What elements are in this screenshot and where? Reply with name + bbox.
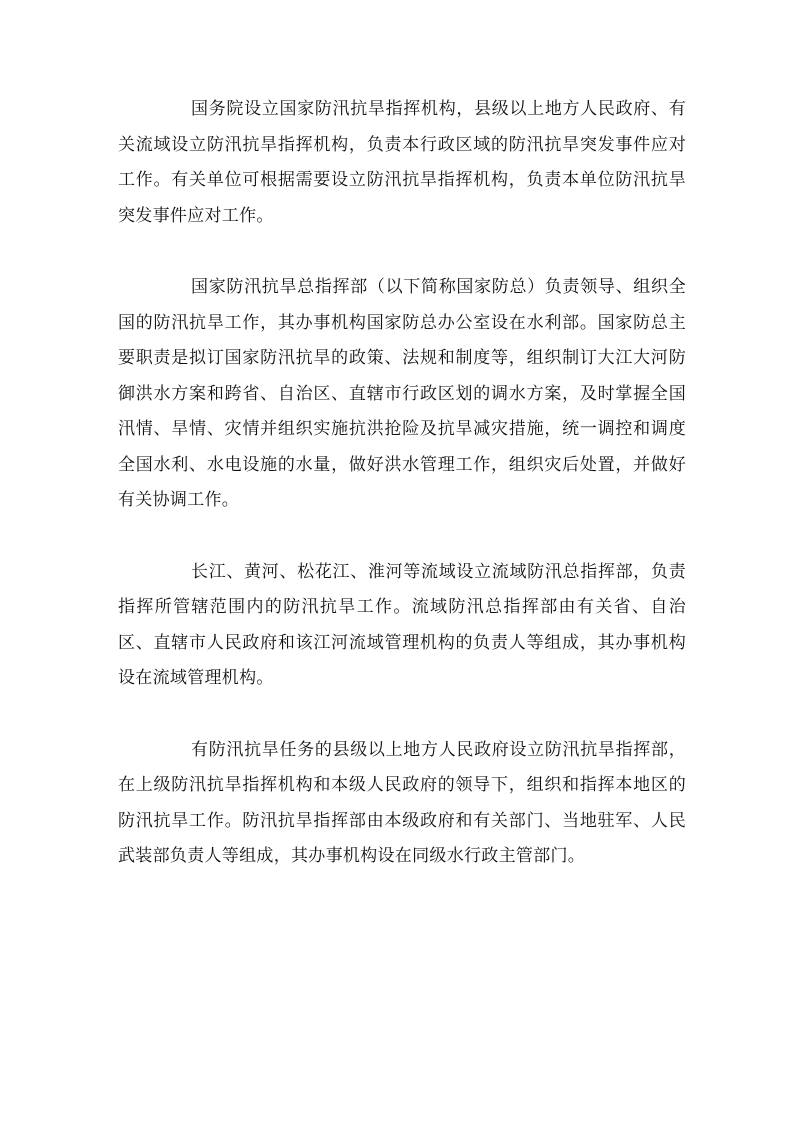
paragraph-river-basin-headquarters: 长江、黄河、松花江、淮河等流域设立流域防汛总指挥部，负责指挥所管辖范围内的防汛抗旱工作。流域防汛总指挥部由有关省、自治区、直辖市人民政府和该江河流域管理机构的负责人等组成，其办事机构设在流域管理机构。 bbox=[118, 561, 686, 688]
paragraph-national-headquarters: 国家防汛抗旱总指挥部（以下简称国家防总）负责领导、组织全国的防汛抗旱工作，其办事机构国家防总办公室设在水利部。国家防总主要职责是拟订国家防汛抗旱的政策、法规和制度等，组织制订大江大河防御洪水方案和跨省、自治区、直辖市行政区划的调水方案，及时掌握全国汛情、旱情、灾情并组织实施抗洪抢险及抗旱减灾措施，统一调控和调度全国水利、水电设施的水量，做好洪水管理工作，组织灾后处置，并做好有关协调工作。 bbox=[118, 277, 686, 510]
paragraph-national-agency: 国务院设立国家防汛抗旱指挥机构，县级以上地方人民政府、有关流域设立防汛抗旱指挥机构，负责本行政区域的防汛抗旱突发事件应对工作。有关单位可根据需要设立防汛抗旱指挥机构，负责本单位防汛抗旱突发事件应对工作。 bbox=[118, 99, 686, 226]
document-body bbox=[118, 92, 686, 875]
paragraph-local-headquarters: 有防汛抗旱任务的县级以上地方人民政府设立防汛抗旱指挥部，在上级防汛抗旱指挥机构和本级人民政府的领导下，组织和指挥本地区的防汛抗旱工作。防汛抗旱指挥部由本级政府和有关部门、当地驻军、人民武装部负责人等组成，其办事机构设在同级水行政主管部门。 bbox=[118, 739, 686, 866]
